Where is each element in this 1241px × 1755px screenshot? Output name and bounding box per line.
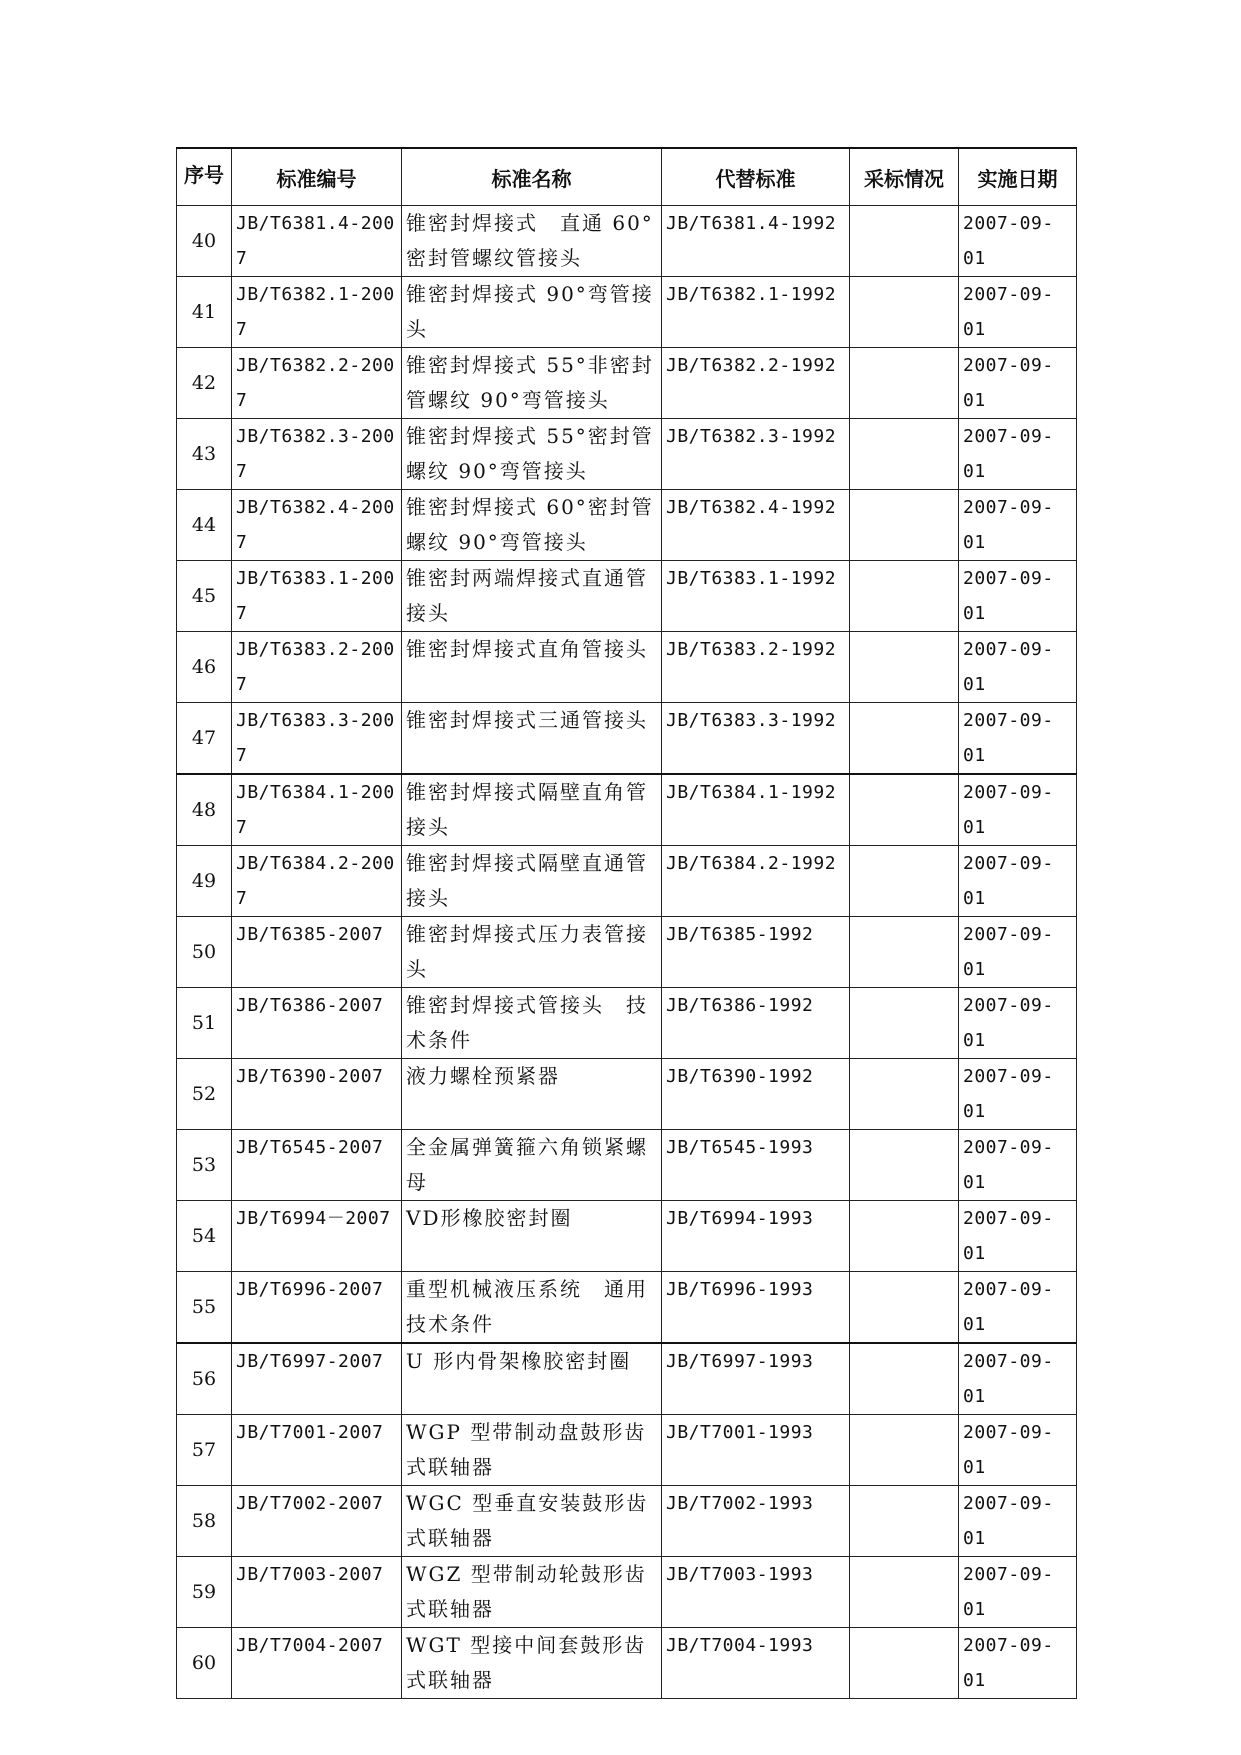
row-standard-name: 全金属弹簧箍六角锁紧螺母 (402, 1130, 662, 1201)
row-adoption-status (850, 1130, 959, 1201)
table-body (177, 206, 1077, 1699)
row-standard-code: JB/T6383.1-2007 (232, 561, 402, 632)
table-row (177, 1628, 1077, 1699)
row-adoption-status (850, 1415, 959, 1486)
row-standard-name: 锥密封焊接式隔壁直通管接头 (402, 846, 662, 917)
row-adoption-status (850, 1201, 959, 1272)
header-row (177, 148, 1077, 206)
row-effective-date: 2007-09-01 (959, 277, 1077, 348)
row-standard-name: WGP 型带制动盘鼓形齿式联轴器 (402, 1415, 662, 1486)
row-standard-code: JB/T6996-2007 (232, 1272, 402, 1344)
row-adoption-status (850, 1343, 959, 1415)
row-adoption-status (850, 846, 959, 917)
row-standard-name: WGC 型垂直安装鼓形齿式联轴器 (402, 1486, 662, 1557)
row-standard-name: 锥密封焊接式隔壁直角管接头 (402, 774, 662, 846)
row-standard-name: 锥密封焊接式压力表管接头 (402, 917, 662, 988)
row-effective-date: 2007-09-01 (959, 917, 1077, 988)
table-row (177, 917, 1077, 988)
row-standard-name: WGT 型接中间套鼓形齿式联轴器 (402, 1628, 662, 1699)
row-standard-name: 液力螺栓预紧器 (402, 1059, 662, 1130)
row-adoption-status (850, 490, 959, 561)
row-effective-date: 2007-09-01 (959, 419, 1077, 490)
row-standard-code: JB/T6545-2007 (232, 1130, 402, 1201)
row-standard-code: JB/T6384.1-2007 (232, 774, 402, 846)
row-replaced-standard: JB/T7001-1993 (662, 1415, 850, 1486)
row-index: 59 (177, 1557, 232, 1628)
row-effective-date: 2007-09-01 (959, 1059, 1077, 1130)
table-row (177, 1201, 1077, 1272)
row-replaced-standard: JB/T6381.4-1992 (662, 206, 850, 277)
row-effective-date: 2007-09-01 (959, 703, 1077, 775)
row-standard-name: 锥密封两端焊接式直通管接头 (402, 561, 662, 632)
table-row (177, 348, 1077, 419)
row-effective-date: 2007-09-01 (959, 1201, 1077, 1272)
table-row (177, 846, 1077, 917)
row-adoption-status (850, 1272, 959, 1344)
row-standard-name: U 形内骨架橡胶密封圈 (402, 1343, 662, 1415)
row-standard-code: JB/T6383.2-2007 (232, 632, 402, 703)
header-standard-code: 标准编号 (232, 148, 402, 206)
row-standard-name: 锥密封焊接式直角管接头 (402, 632, 662, 703)
row-standard-code: JB/T6390-2007 (232, 1059, 402, 1130)
table-row (177, 490, 1077, 561)
row-effective-date: 2007-09-01 (959, 561, 1077, 632)
row-index: 40 (177, 206, 232, 277)
row-index: 47 (177, 703, 232, 775)
row-standard-name: VD形橡胶密封圈 (402, 1201, 662, 1272)
header-replaced-standard: 代替标准 (662, 148, 850, 206)
row-adoption-status (850, 1059, 959, 1130)
row-replaced-standard: JB/T6383.3-1992 (662, 703, 850, 775)
row-effective-date: 2007-09-01 (959, 846, 1077, 917)
row-effective-date: 2007-09-01 (959, 490, 1077, 561)
row-effective-date: 2007-09-01 (959, 1130, 1077, 1201)
row-index: 49 (177, 846, 232, 917)
row-adoption-status (850, 703, 959, 775)
row-replaced-standard: JB/T6386-1992 (662, 988, 850, 1059)
row-standard-name: 锥密封焊接式 60°密封管螺纹 90°弯管接头 (402, 490, 662, 561)
table-row (177, 1343, 1077, 1415)
row-replaced-standard: JB/T7004-1993 (662, 1628, 850, 1699)
row-standard-code: JB/T6382.3-2007 (232, 419, 402, 490)
row-standard-name: 锥密封焊接式 直通 60°密封管螺纹管接头 (402, 206, 662, 277)
row-index: 52 (177, 1059, 232, 1130)
row-standard-code: JB/T6382.2-2007 (232, 348, 402, 419)
row-index: 44 (177, 490, 232, 561)
table-row (177, 206, 1077, 277)
row-effective-date: 2007-09-01 (959, 988, 1077, 1059)
row-adoption-status (850, 774, 959, 846)
row-index: 55 (177, 1272, 232, 1344)
row-index: 53 (177, 1130, 232, 1201)
table-row (177, 988, 1077, 1059)
header-index: 序号 (177, 148, 232, 206)
row-standard-code: JB/T7002-2007 (232, 1486, 402, 1557)
row-index: 48 (177, 774, 232, 846)
row-standard-name: 锥密封焊接式 55°密封管螺纹 90°弯管接头 (402, 419, 662, 490)
table-row (177, 1059, 1077, 1130)
row-effective-date: 2007-09-01 (959, 1557, 1077, 1628)
row-adoption-status (850, 277, 959, 348)
row-index: 51 (177, 988, 232, 1059)
header-adoption-status: 采标情况 (850, 148, 959, 206)
row-replaced-standard: JB/T6383.2-1992 (662, 632, 850, 703)
row-index: 42 (177, 348, 232, 419)
row-replaced-standard: JB/T6382.4-1992 (662, 490, 850, 561)
row-replaced-standard: JB/T6545-1993 (662, 1130, 850, 1201)
row-effective-date: 2007-09-01 (959, 1343, 1077, 1415)
row-replaced-standard: JB/T6997-1993 (662, 1343, 850, 1415)
row-effective-date: 2007-09-01 (959, 206, 1077, 277)
row-effective-date: 2007-09-01 (959, 1486, 1077, 1557)
row-adoption-status (850, 988, 959, 1059)
row-effective-date: 2007-09-01 (959, 1415, 1077, 1486)
row-effective-date: 2007-09-01 (959, 1272, 1077, 1344)
row-index: 43 (177, 419, 232, 490)
row-effective-date: 2007-09-01 (959, 348, 1077, 419)
row-index: 41 (177, 277, 232, 348)
row-standard-name: 重型机械液压系统 通用技术条件 (402, 1272, 662, 1344)
row-replaced-standard: JB/T6382.2-1992 (662, 348, 850, 419)
header-effective-date: 实施日期 (959, 148, 1077, 206)
row-effective-date: 2007-09-01 (959, 632, 1077, 703)
row-standard-code: JB/T6381.4-2007 (232, 206, 402, 277)
row-replaced-standard: JB/T6384.1-1992 (662, 774, 850, 846)
row-adoption-status (850, 1557, 959, 1628)
table-row (177, 703, 1077, 775)
row-adoption-status (850, 206, 959, 277)
row-effective-date: 2007-09-01 (959, 1628, 1077, 1699)
row-standard-code: JB/T6384.2-2007 (232, 846, 402, 917)
row-standard-code: JB/T6383.3-2007 (232, 703, 402, 775)
row-index: 57 (177, 1415, 232, 1486)
row-index: 56 (177, 1343, 232, 1415)
row-adoption-status (850, 1628, 959, 1699)
row-index: 46 (177, 632, 232, 703)
row-standard-name: 锥密封焊接式 55°非密封管螺纹 90°弯管接头 (402, 348, 662, 419)
row-standard-name: 锥密封焊接式 90°弯管接头 (402, 277, 662, 348)
table-row (177, 561, 1077, 632)
header-standard-name: 标准名称 (402, 148, 662, 206)
row-standard-code: JB/T7003-2007 (232, 1557, 402, 1628)
row-standard-code: JB/T6386-2007 (232, 988, 402, 1059)
table-row (177, 632, 1077, 703)
row-standard-code: JB/T6382.4-2007 (232, 490, 402, 561)
table-row (177, 1130, 1077, 1201)
row-adoption-status (850, 1486, 959, 1557)
row-standard-code: JB/T7004-2007 (232, 1628, 402, 1699)
row-replaced-standard: JB/T7003-1993 (662, 1557, 850, 1628)
row-standard-code: JB/T7001-2007 (232, 1415, 402, 1486)
row-adoption-status (850, 632, 959, 703)
row-replaced-standard: JB/T6994-1993 (662, 1201, 850, 1272)
row-replaced-standard: JB/T6383.1-1992 (662, 561, 850, 632)
row-standard-code: JB/T6994－2007 (232, 1201, 402, 1272)
table-row (177, 1272, 1077, 1344)
table-row (177, 419, 1077, 490)
table-row (177, 1486, 1077, 1557)
row-standard-name: WGZ 型带制动轮鼓形齿式联轴器 (402, 1557, 662, 1628)
row-index: 54 (177, 1201, 232, 1272)
row-adoption-status (850, 561, 959, 632)
row-replaced-standard: JB/T6385-1992 (662, 917, 850, 988)
standards-table (176, 147, 1077, 1699)
table-header (177, 148, 1077, 206)
row-standard-code: JB/T6382.1-2007 (232, 277, 402, 348)
row-index: 45 (177, 561, 232, 632)
row-adoption-status (850, 348, 959, 419)
row-index: 58 (177, 1486, 232, 1557)
row-adoption-status (850, 419, 959, 490)
table-row (177, 774, 1077, 846)
row-replaced-standard: JB/T7002-1993 (662, 1486, 850, 1557)
row-index: 50 (177, 917, 232, 988)
table-row (177, 1415, 1077, 1486)
row-standard-code: JB/T6385-2007 (232, 917, 402, 988)
row-replaced-standard: JB/T6390-1992 (662, 1059, 850, 1130)
table-row (177, 277, 1077, 348)
row-effective-date: 2007-09-01 (959, 774, 1077, 846)
row-standard-name: 锥密封焊接式三通管接头 (402, 703, 662, 775)
row-replaced-standard: JB/T6996-1993 (662, 1272, 850, 1344)
row-replaced-standard: JB/T6384.2-1992 (662, 846, 850, 917)
row-standard-name: 锥密封焊接式管接头 技术条件 (402, 988, 662, 1059)
row-adoption-status (850, 917, 959, 988)
table-row (177, 1557, 1077, 1628)
row-replaced-standard: JB/T6382.3-1992 (662, 419, 850, 490)
row-index: 60 (177, 1628, 232, 1699)
row-replaced-standard: JB/T6382.1-1992 (662, 277, 850, 348)
row-standard-code: JB/T6997-2007 (232, 1343, 402, 1415)
